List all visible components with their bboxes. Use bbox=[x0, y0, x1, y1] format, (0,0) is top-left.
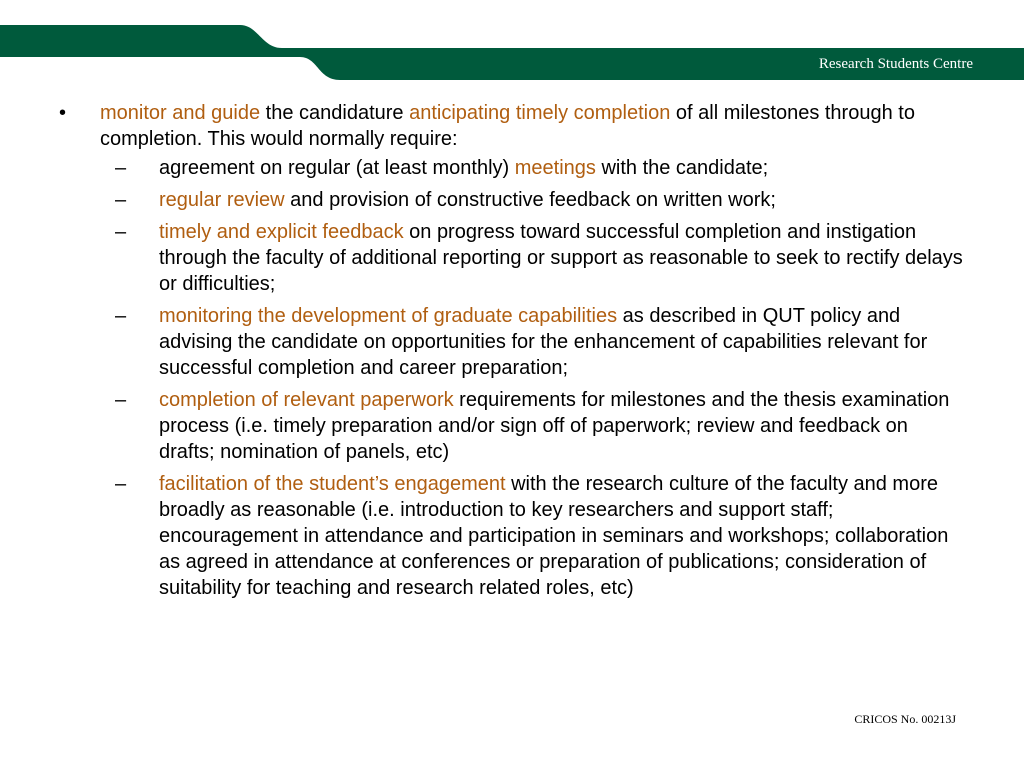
dash-marker: – bbox=[115, 157, 127, 179]
sub-bullet-engagement bbox=[56, 471, 966, 601]
main-bullet-text bbox=[100, 100, 966, 152]
sub-bullet-list bbox=[56, 155, 966, 601]
dash-marker: – bbox=[115, 189, 127, 211]
sub-bullet-text bbox=[159, 155, 966, 181]
slide-content bbox=[56, 100, 966, 607]
sub-highlight: timely and explicit feedback bbox=[159, 221, 404, 243]
sub-bullet-graduate-capabilities bbox=[56, 303, 966, 381]
header-title: Research Students Centre bbox=[818, 56, 973, 72]
sub-pre: agreement on regular (at least monthly) bbox=[159, 157, 515, 179]
sub-post: on progress toward successful completion and instigation through the faculty of additional reporting or support as reasonable to seek to rectify delays or difficulties; bbox=[159, 221, 963, 295]
sub-post: with the candidate; bbox=[595, 157, 769, 179]
sub-bullet-text bbox=[159, 219, 966, 297]
sub-bullet-text bbox=[159, 471, 966, 601]
sub-highlight: facilitation of the student’s engagement bbox=[159, 473, 506, 495]
dash-marker: – bbox=[115, 473, 127, 495]
bullet-marker: • bbox=[59, 102, 67, 124]
sub-highlight: regular review bbox=[159, 189, 285, 211]
sub-bullet-feedback bbox=[56, 219, 966, 297]
sub-post: with the research culture of the faculty and more broadly as reasonable (i.e. introduction to key researchers and support staff; encouragement in attendance and participation in seminars and workshops; collaboration as agreed in attendance at conferences or preparation of publications; consideration of suitability for teaching and research related roles, etc) bbox=[159, 473, 949, 599]
sub-highlight: meetings bbox=[514, 157, 596, 179]
cricos-code: CRICOS No. 00213J bbox=[854, 712, 956, 726]
main-text-2: of all milestones through to completion. This would normally require: bbox=[100, 102, 915, 150]
sub-bullet-text bbox=[159, 303, 966, 381]
dash-marker: – bbox=[115, 221, 127, 243]
sub-bullet-text bbox=[159, 187, 966, 213]
main-bullet bbox=[56, 100, 966, 152]
sub-highlight: monitoring the development of graduate capabilities bbox=[159, 305, 618, 327]
sub-post: and provision of constructive feedback on written work; bbox=[284, 189, 776, 211]
sub-post: requirements for milestones and the thesis examination process (i.e. timely preparation and/or sign off of paperwork; review and feedback on drafts; nomination of panels, etc) bbox=[159, 389, 950, 463]
sub-bullet-meetings bbox=[56, 155, 966, 181]
highlight-monitor-and-guide: monitor and guide bbox=[100, 102, 261, 124]
main-text-1: the candidature bbox=[260, 102, 410, 124]
sub-bullet-text bbox=[159, 387, 966, 465]
sub-bullet-regular-review bbox=[56, 187, 966, 213]
sub-bullet-paperwork bbox=[56, 387, 966, 465]
sub-highlight: completion of relevant paperwork bbox=[159, 389, 454, 411]
highlight-anticipating-completion: anticipating timely completion bbox=[409, 102, 671, 124]
header-band bbox=[0, 0, 1024, 90]
dash-marker: – bbox=[115, 305, 127, 327]
sub-post: as described in QUT policy and advising the candidate on opportunities for the enhancement of capabilities relevant for successful completion and career preparation; bbox=[159, 305, 928, 379]
dash-marker: – bbox=[115, 389, 127, 411]
